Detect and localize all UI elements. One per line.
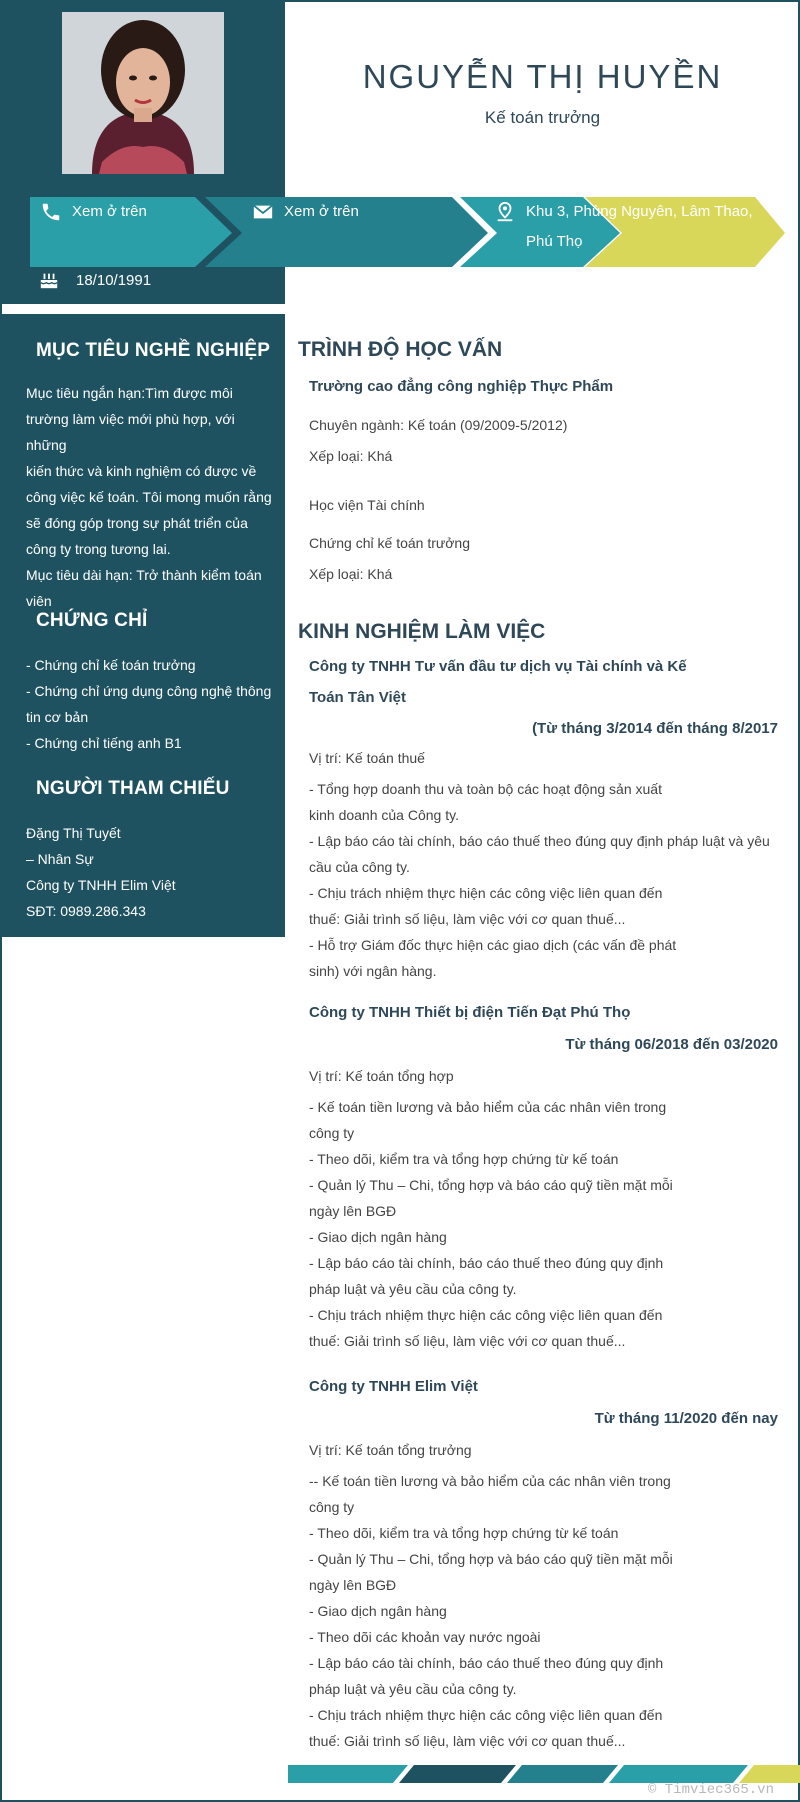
duty-line: - Lập báo cáo tài chính, báo cáo thuế theo đúng quy định <box>309 1255 664 1271</box>
duty-line: - Giao dịch ngân hàng <box>309 1603 447 1619</box>
contact-ribbon <box>0 195 800 270</box>
duty-line: - Hỗ trợ Giám đốc thực hiện các giao dịch (các vấn đề phát <box>309 937 677 953</box>
date-of-birth <box>38 270 151 290</box>
avatar <box>62 12 224 174</box>
duty-line: - Giao dịch ngân hàng <box>309 1229 447 1245</box>
objective-line: Mục tiêu dài hạn: Trở thành kiểm toán <box>26 567 262 583</box>
certificate-line: tin cơ bản <box>26 709 89 725</box>
contact-address <box>494 197 753 257</box>
grade-2: Xếp loại: Khá <box>309 566 393 582</box>
dob-value: 18/10/1991 <box>76 271 152 289</box>
phone-icon <box>40 201 62 223</box>
major-2: Chứng chỉ kế toán trưởng <box>309 535 471 551</box>
duty-line: ngày lên BGĐ <box>309 1577 397 1593</box>
duty-line: - Theo dõi, kiểm tra và tổng hợp chứng từ kế toán <box>309 1525 619 1541</box>
contact-email <box>252 197 359 227</box>
duty-line: - Theo dõi, kiểm tra và tổng hợp chứng từ kế toán <box>309 1151 619 1167</box>
certificate-line: - Chứng chỉ tiếng anh B1 <box>26 735 182 751</box>
duty-line: ngày lên BGĐ <box>309 1203 397 1219</box>
references-title: NGƯỜI THAM CHIẾU <box>36 778 230 799</box>
job-2-duties <box>309 1094 779 1354</box>
objective-line: trường làm việc mới phù hợp, với những <box>26 411 235 453</box>
birthday-cake-icon <box>38 270 60 290</box>
reference-line: Công ty TNHH Elim Việt <box>26 877 176 893</box>
job-2-position: Vị trí: Kế toán tổng hợp <box>309 1068 454 1084</box>
school-2: Học viện Tài chính <box>309 497 425 513</box>
certificates-list <box>26 652 276 756</box>
duty-line: - Chịu trách nhiệm thực hiện các công việc liên quan đến <box>309 1707 663 1723</box>
duty-line: thuế: Giải trình số liệu, làm việc với cơ quan thuế... <box>309 1333 626 1349</box>
certificate-line: - Chứng chỉ ứng dụng công nghệ thông <box>26 683 272 699</box>
job-3-period: Từ tháng 11/2020 đến nay <box>594 1410 778 1427</box>
duty-line: - Lập báo cáo tài chính, báo cáo thuế theo đúng quy định pháp luật và yêu <box>309 833 770 849</box>
objective-line: sẽ đóng góp trong sự phát triển của <box>26 515 248 531</box>
certificate-line: - Chứng chỉ kế toán trưởng <box>26 657 196 673</box>
job-1-duties <box>309 776 779 984</box>
references-text <box>26 820 276 924</box>
address-line-1: Khu 3, Phùng Nguyên, Lâm Thao, <box>526 203 753 220</box>
duty-line: - Chịu trách nhiệm thực hiện các công việc liên quan đến <box>309 1307 663 1323</box>
duty-line: - Lập báo cáo tài chính, báo cáo thuế theo đúng quy định <box>309 1655 664 1671</box>
contact-phone <box>40 197 147 227</box>
email-value: Xem ở trên <box>284 203 359 220</box>
grade-1: Xếp loại: Khá <box>309 448 393 464</box>
address-line-2: Phú Thọ <box>526 233 583 250</box>
duty-line: cầu của công ty. <box>309 859 410 875</box>
objective-title: MỤC TIÊU NGHỀ NGHIỆP <box>36 340 271 361</box>
reference-line: – Nhân Sự <box>26 851 94 867</box>
job-1-position: Vị trí: Kế toán thuế <box>309 750 425 766</box>
job-2-company: Công ty TNHH Thiết bị điện Tiến Đạt Phú Thọ <box>309 1004 631 1021</box>
job-2-period: Từ tháng 06/2018 đến 03/2020 <box>565 1036 778 1053</box>
duty-line: thuế: Giải trình số liệu, làm việc với cơ quan thuế... <box>309 911 626 927</box>
duty-line: - Tổng hợp doanh thu và toàn bộ các hoạt động sản xuất <box>309 781 662 797</box>
sidebar <box>2 314 285 937</box>
candidate-role: Kế toán trưởng <box>484 108 601 127</box>
education-title: TRÌNH ĐỘ HỌC VẤN <box>298 338 503 361</box>
duty-line: -- Kế toán tiền lương và bảo hiểm của các nhân viên trong <box>309 1473 671 1489</box>
objective-text <box>26 380 276 614</box>
watermark: © Timviec365.vn <box>647 1782 774 1798</box>
duty-line: kinh doanh của Công ty. <box>309 807 459 823</box>
objective-line: công ty trong tương lai. <box>26 541 171 557</box>
objective-line: công việc kế toán. Tôi mong muốn rằng <box>26 489 272 505</box>
school-1: Trường cao đẳng công nghiệp Thực Phẩm <box>309 378 614 395</box>
duty-line: - Chịu trách nhiệm thực hiện các công việc liên quan đến <box>309 885 663 901</box>
duty-line: pháp luật và yêu cầu của công ty. <box>309 1281 517 1297</box>
portrait-image <box>62 12 224 174</box>
objective-line: viên <box>26 593 52 609</box>
job-3-company: Công ty TNHH Elim Việt <box>309 1378 478 1395</box>
job-1-company: Công ty TNHH Tư vấn đầu tư dịch vụ Tài chính và Kế <box>309 658 687 675</box>
major-1: Chuyên ngành: Kế toán (09/2009-5/2012) <box>309 417 568 433</box>
job-3-position: Vị trí: Kế toán tổng trưởng <box>309 1442 472 1458</box>
experience-title: KINH NGHIỆM LÀM VIỆC <box>298 620 546 643</box>
objective-line: kiến thức và kinh nghiệm có được về <box>26 463 257 479</box>
reference-line: Đặng Thị Tuyết <box>26 825 121 841</box>
duty-line: - Quản lý Thu – Chi, tổng hợp và báo cáo quỹ tiền mặt mỗi <box>309 1177 673 1193</box>
footer-stripe <box>288 1765 800 1783</box>
duty-line: sinh) với ngân hàng. <box>309 963 437 979</box>
candidate-name: NGUYỄN THỊ HUYỀN <box>362 58 723 95</box>
job-3-duties <box>309 1468 779 1754</box>
duty-line: - Quản lý Thu – Chi, tổng hợp và báo cáo quỹ tiền mặt mỗi <box>309 1551 673 1567</box>
job-1-period: (Từ tháng 3/2014 đến tháng 8/2017 <box>532 720 778 737</box>
duty-line: - Theo dõi các khoản vay nước ngoài <box>309 1629 541 1645</box>
duty-line: thuế: Giải trình số liệu, làm việc với cơ quan thuế... <box>309 1733 626 1749</box>
location-pin-icon <box>494 201 516 223</box>
email-icon <box>252 201 274 223</box>
duty-line: công ty <box>309 1499 355 1515</box>
duty-line: - Kế toán tiền lương và bảo hiểm của các nhân viên trong <box>309 1099 667 1115</box>
job-1-company: Toán Tân Việt <box>309 689 406 706</box>
reference-line: SĐT: 0989.286.343 <box>26 903 146 919</box>
duty-line: pháp luật và yêu cầu của công ty. <box>309 1681 517 1697</box>
certificates-title: CHỨNG CHỈ <box>36 610 148 631</box>
objective-line: Mục tiêu ngắn hạn:Tìm được môi <box>26 385 233 401</box>
phone-value: Xem ở trên <box>72 203 147 220</box>
duty-line: công ty <box>309 1125 355 1141</box>
